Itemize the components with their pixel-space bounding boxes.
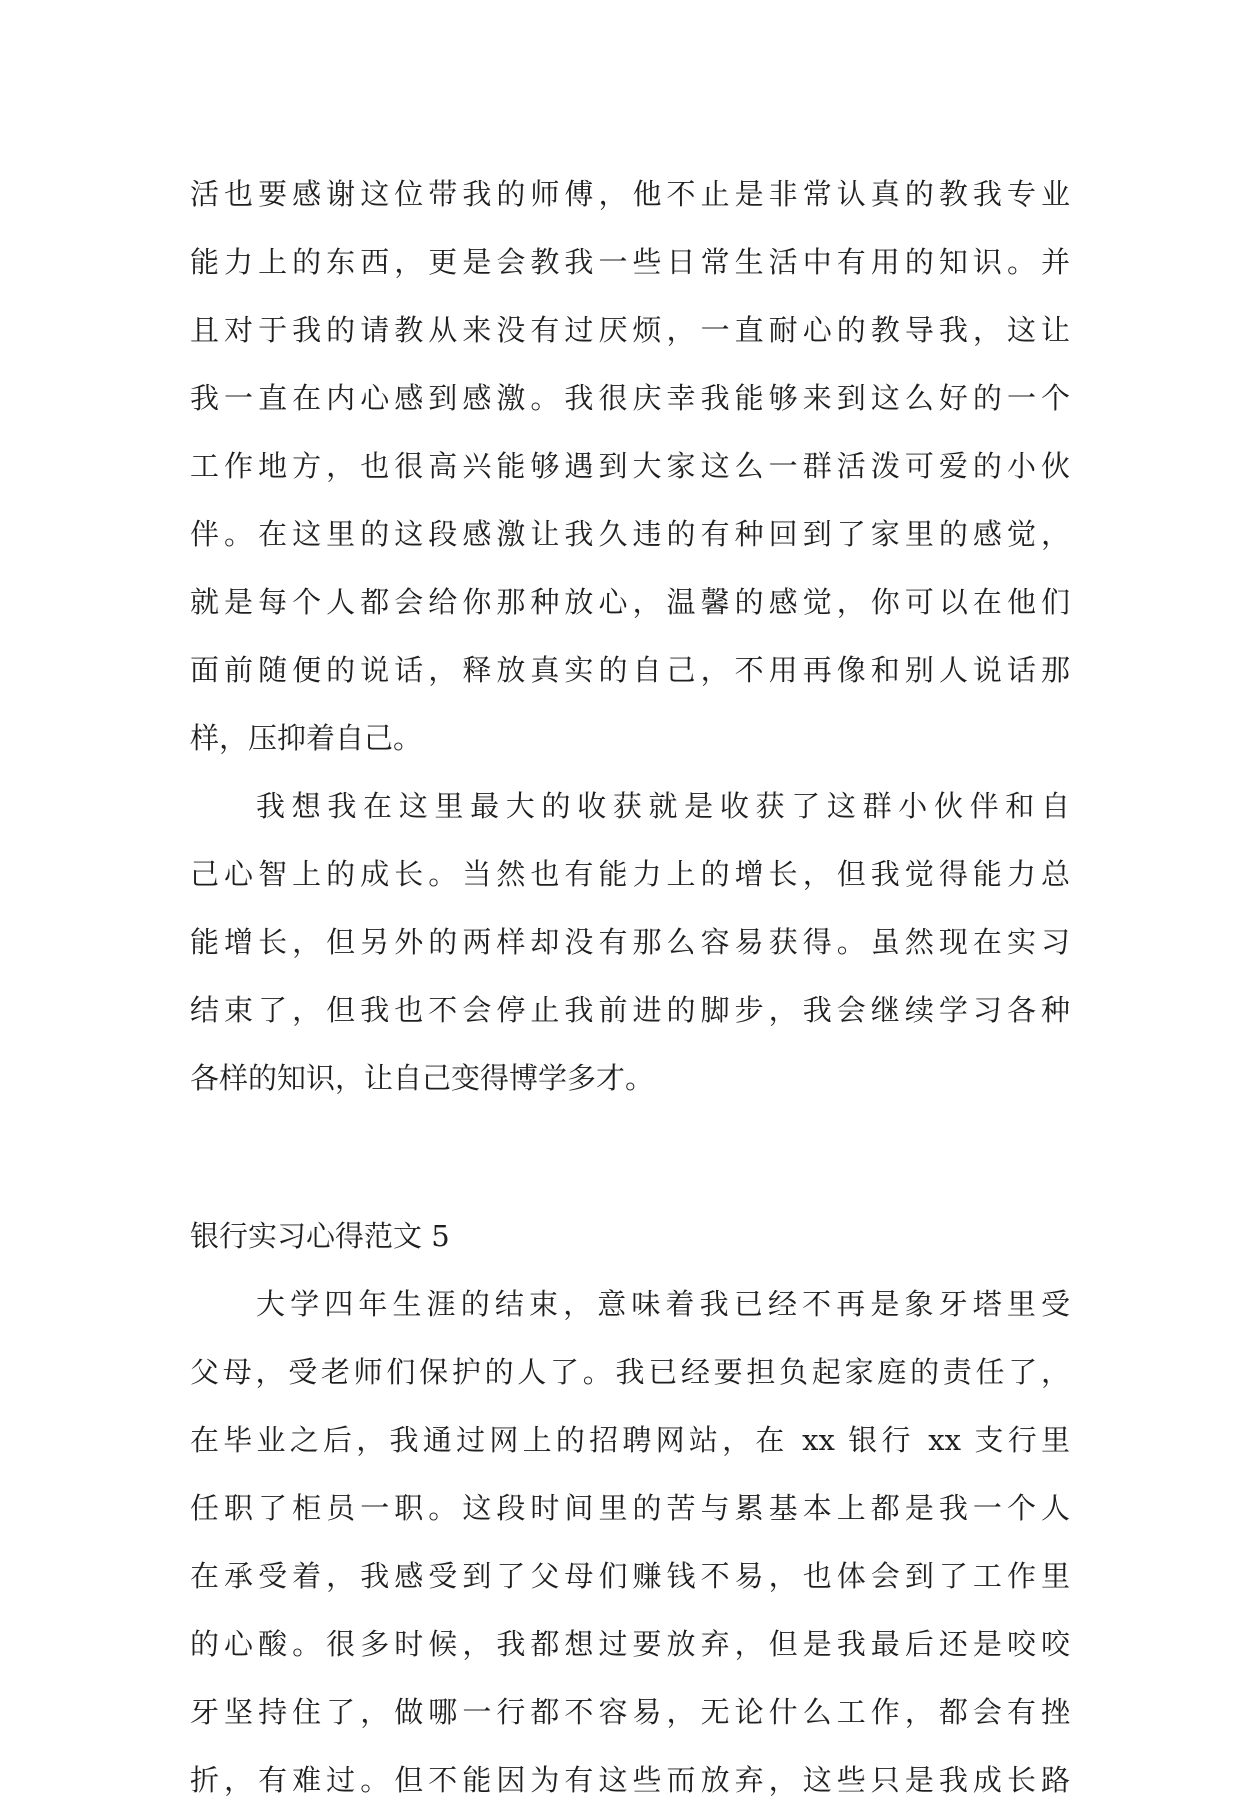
- paragraph-continued: [190, 160, 1070, 772]
- text-line: 的心酸。很多时候，我都想过要放弃，但是我最后还是咬咬: [190, 1627, 1070, 1661]
- text-line: 面前随便的说话，释放真实的自己，不用再像和别人说话那: [190, 653, 1070, 687]
- text-line: 我想我在这里最大的收获就是收获了这群小伙伴和自: [256, 789, 1070, 823]
- text-line: 我一直在内心感到感激。我很庆幸我能够来到这么好的一个: [190, 381, 1070, 415]
- document-body: [190, 160, 1070, 1814]
- text-line: 能增长，但另外的两样却没有那么容易获得。虽然现在实习: [190, 925, 1070, 959]
- text-line: 己心智上的成长。当然也有能力上的增长，但我觉得能力总: [190, 857, 1070, 891]
- text-line: 父母，受老师们保护的人了。我已经要担负起家庭的责任了，: [190, 1355, 1070, 1389]
- text-line: 任职了柜员一职。这段时间里的苦与累基本上都是我一个人: [190, 1491, 1070, 1525]
- paragraph-reflection: [190, 772, 1070, 1112]
- text-line: 结束了，但我也不会停止我前进的脚步，我会继续学习各种: [190, 993, 1070, 1027]
- text-line: 工作地方，也很高兴能够遇到大家这么一群活泼可爱的小伙: [190, 449, 1070, 483]
- text-line: 折，有难过。但不能因为有这些而放弃，这些只是我成长路: [190, 1763, 1070, 1797]
- text-line: 大学四年生涯的结束，意味着我已经不再是象牙塔里受: [256, 1287, 1070, 1321]
- text-line: 能力上的东西，更是会教我一些日常生活中有用的知识。并: [190, 245, 1070, 279]
- section-heading: 银行实习心得范文 5: [190, 1219, 450, 1253]
- paragraph-essay-5: [190, 1270, 1070, 1814]
- text-line: 活也要感谢这位带我的师傅，他不止是非常认真的教我专业: [190, 177, 1070, 211]
- section-spacer: [190, 1112, 1070, 1202]
- text-line: 且对于我的请教从来没有过厌烦，一直耐心的教导我，这让: [190, 313, 1070, 347]
- text-line: 在毕业之后，我通过网上的招聘网站，在 xx 银行 xx 支行里: [190, 1423, 1070, 1457]
- text-line: 伴。在这里的这段感激让我久违的有种回到了家里的感觉，: [190, 517, 1070, 551]
- text-line: 各样的知识，让自己变得博学多才。: [190, 1061, 655, 1095]
- text-line: 牙坚持住了，做哪一行都不容易，无论什么工作，都会有挫: [190, 1695, 1070, 1729]
- text-line: 在承受着，我感受到了父母们赚钱不易，也体会到了工作里: [190, 1559, 1070, 1593]
- text-line: 样，压抑着自己。: [190, 721, 423, 755]
- text-line: 就是每个人都会给你那种放心，温馨的感觉，你可以在他们: [190, 585, 1070, 619]
